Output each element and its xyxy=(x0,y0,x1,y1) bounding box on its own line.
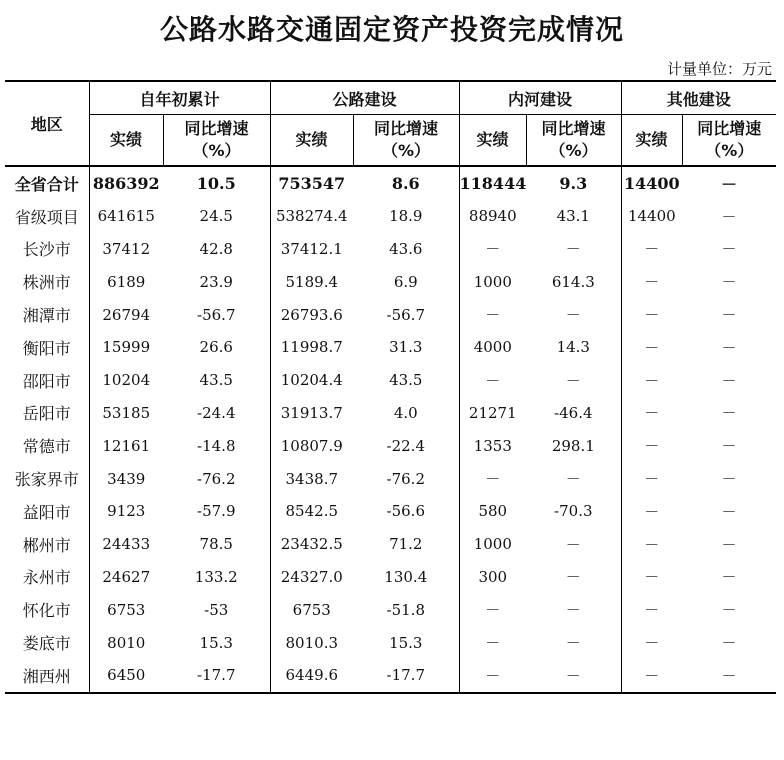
investment-table xyxy=(5,80,776,694)
value-cell: － xyxy=(721,470,737,489)
value-cell: － xyxy=(565,306,581,325)
value-cell: 8010.3 xyxy=(270,626,353,659)
value-cell: 37412.1 xyxy=(270,233,353,266)
region-name-cell: 娄底市 xyxy=(22,634,71,654)
region-name-cell: 长沙市 xyxy=(22,240,71,260)
table-row xyxy=(5,429,776,462)
table-row xyxy=(5,200,776,233)
table-row xyxy=(5,397,776,430)
value-cell: － xyxy=(565,601,581,620)
value-cell: 9.3 xyxy=(526,166,621,200)
value-cell: 78.5 xyxy=(199,535,233,554)
value-cell: -22.4 xyxy=(386,436,425,455)
value-cell: － xyxy=(621,364,682,397)
value-cell: 23.9 xyxy=(199,272,233,291)
value-cell: － xyxy=(459,593,526,626)
value-cell: － xyxy=(621,626,682,659)
value-cell: － xyxy=(621,429,682,462)
value-cell: 71.2 xyxy=(389,535,423,554)
value-cell: 9123 xyxy=(89,495,163,528)
value-cell: 641615 xyxy=(89,200,163,233)
value-cell: － xyxy=(459,659,526,693)
value-cell: 26.6 xyxy=(199,338,233,357)
value-cell: 130.4 xyxy=(384,567,428,586)
table-row xyxy=(5,166,776,200)
value-cell: 15.3 xyxy=(199,633,233,652)
value-cell: － xyxy=(621,397,682,430)
value-cell: 886392 xyxy=(89,166,163,200)
value-cell: － xyxy=(459,462,526,495)
value-cell: 26794 xyxy=(89,298,163,331)
region-name-cell: 益阳市 xyxy=(22,502,71,522)
value-cell: － xyxy=(565,240,581,259)
value-cell: -76.2 xyxy=(386,469,425,488)
value-cell: － xyxy=(721,240,737,259)
value-cell: 133.2 xyxy=(194,567,238,586)
region-name-cell: 邵阳市 xyxy=(22,371,71,391)
region-name-cell: 岳阳市 xyxy=(22,404,71,424)
value-cell: － xyxy=(721,207,737,226)
region-name-cell: 永州市 xyxy=(22,568,71,588)
value-cell: － xyxy=(459,233,526,266)
unit-label: 计量单位：万元 xyxy=(666,60,772,78)
value-cell: 8.6 xyxy=(353,166,459,200)
value-cell: 11998.7 xyxy=(270,331,353,364)
value-cell: － xyxy=(565,371,581,390)
table-row xyxy=(5,561,776,594)
region-name-cell: 全省合计 xyxy=(5,166,89,200)
value-cell: 42.8 xyxy=(199,239,233,258)
header-yoy: 同比增速 （%） xyxy=(163,115,270,167)
value-cell: 10204 xyxy=(89,364,163,397)
value-cell: 753547 xyxy=(270,166,353,200)
value-cell: -56.7 xyxy=(386,305,425,324)
value-cell: 53185 xyxy=(89,397,163,430)
value-cell: － xyxy=(721,535,737,554)
value-cell: 24627 xyxy=(89,561,163,594)
value-cell: 298.1 xyxy=(551,436,595,455)
value-cell: 18.9 xyxy=(389,207,423,226)
header-actual: 实绩 xyxy=(459,115,526,167)
page-title: 公路水路交通固定资产投资完成情况 xyxy=(159,13,624,46)
value-cell: － xyxy=(721,601,737,620)
value-cell: 31913.7 xyxy=(270,397,353,430)
value-cell: 6753 xyxy=(89,593,163,626)
value-cell: 8542.5 xyxy=(270,495,353,528)
header-group-other: 其他建设 xyxy=(621,81,776,115)
table-row xyxy=(5,659,776,693)
value-cell: 12161 xyxy=(89,429,163,462)
value-cell: 10.5 xyxy=(163,166,270,200)
table-row xyxy=(5,462,776,495)
value-cell: 14400 xyxy=(621,200,682,233)
value-cell: 43.1 xyxy=(556,207,590,226)
value-cell: 1353 xyxy=(459,429,526,462)
value-cell: 1000 xyxy=(459,265,526,298)
value-cell: -76.2 xyxy=(197,469,236,488)
value-cell: 6.9 xyxy=(393,272,418,291)
value-cell: 14.3 xyxy=(556,338,590,357)
value-cell: － xyxy=(721,568,737,587)
table-row xyxy=(5,298,776,331)
header-yoy: 同比增速 （%） xyxy=(682,115,776,167)
value-cell: -53 xyxy=(204,600,229,619)
value-cell: 31.3 xyxy=(389,338,423,357)
table-row xyxy=(5,528,776,561)
value-cell: － xyxy=(459,364,526,397)
value-cell: 37412 xyxy=(89,233,163,266)
value-cell: 580 xyxy=(459,495,526,528)
value-cell: － xyxy=(565,634,581,653)
header-actual: 实绩 xyxy=(270,115,353,167)
table-row xyxy=(5,233,776,266)
value-cell: － xyxy=(621,495,682,528)
value-cell: 6189 xyxy=(89,265,163,298)
value-cell: － xyxy=(565,568,581,587)
value-cell: － xyxy=(721,634,737,653)
table-row xyxy=(5,364,776,397)
table-row xyxy=(5,593,776,626)
value-cell: -56.6 xyxy=(386,502,425,521)
table-row xyxy=(5,331,776,364)
value-cell: 43.6 xyxy=(389,239,423,258)
value-cell: － xyxy=(721,273,737,292)
value-cell: 14400 xyxy=(621,166,682,200)
value-cell: － xyxy=(459,298,526,331)
value-cell: 15999 xyxy=(89,331,163,364)
value-cell: 5189.4 xyxy=(270,265,353,298)
value-cell: 15.3 xyxy=(389,633,423,652)
value-cell: － xyxy=(565,535,581,554)
value-cell: － xyxy=(682,659,776,693)
value-cell: -57.9 xyxy=(197,502,236,521)
value-cell: 24433 xyxy=(89,528,163,561)
value-cell: － xyxy=(459,626,526,659)
value-cell: -56.7 xyxy=(197,305,236,324)
header-yoy: 同比增速 （%） xyxy=(353,115,459,167)
table-row xyxy=(5,495,776,528)
table-row xyxy=(5,626,776,659)
header-region: 地区 xyxy=(5,81,89,166)
table-row xyxy=(5,265,776,298)
value-cell: 88940 xyxy=(459,200,526,233)
value-cell: -46.4 xyxy=(554,403,593,422)
value-cell: 6449.6 xyxy=(270,659,353,693)
header-actual: 实绩 xyxy=(89,115,163,167)
value-cell: 538274.4 xyxy=(270,200,353,233)
value-cell: 6450 xyxy=(89,659,163,693)
value-cell: － xyxy=(721,502,737,521)
region-name-cell: 郴州市 xyxy=(22,535,71,555)
value-cell: － xyxy=(621,331,682,364)
header-group-cumulative: 自年初累计 xyxy=(89,81,270,115)
value-cell: － xyxy=(721,306,737,325)
region-name-cell: 湘潭市 xyxy=(22,306,71,326)
value-cell: -17.7 xyxy=(353,659,459,693)
value-cell: 21271 xyxy=(459,397,526,430)
header-actual: 实绩 xyxy=(621,115,682,167)
value-cell: -24.4 xyxy=(197,403,236,422)
value-cell: 43.5 xyxy=(389,371,423,390)
region-name-cell: 常德市 xyxy=(22,437,71,457)
value-cell: 300 xyxy=(459,561,526,594)
value-cell: － xyxy=(621,298,682,331)
value-cell: 118444 xyxy=(459,166,526,200)
value-cell: － xyxy=(621,528,682,561)
value-cell: － xyxy=(621,659,682,693)
value-cell: 26793.6 xyxy=(270,298,353,331)
region-name-cell: 张家界市 xyxy=(14,470,79,490)
header-group-river: 内河建设 xyxy=(459,81,621,115)
value-cell: － xyxy=(621,462,682,495)
value-cell: － xyxy=(721,404,737,423)
value-cell: 10807.9 xyxy=(270,429,353,462)
value-cell: 4.0 xyxy=(393,403,418,422)
value-cell: － xyxy=(721,338,737,357)
value-cell: － xyxy=(621,561,682,594)
value-cell: 1000 xyxy=(459,528,526,561)
region-name-cell: 株洲市 xyxy=(22,273,71,293)
value-cell: 3439 xyxy=(89,462,163,495)
value-cell: -17.7 xyxy=(163,659,270,693)
value-cell: 6753 xyxy=(270,593,353,626)
value-cell: － xyxy=(721,371,737,390)
header-yoy: 同比增速 （%） xyxy=(526,115,621,167)
value-cell: － xyxy=(621,593,682,626)
value-cell: － xyxy=(682,166,776,200)
value-cell: 24.5 xyxy=(199,207,233,226)
header-group-highway: 公路建设 xyxy=(270,81,459,115)
value-cell: 4000 xyxy=(459,331,526,364)
region-name-cell: 怀化市 xyxy=(22,601,71,621)
value-cell: － xyxy=(526,659,621,693)
region-name-cell: 省级项目 xyxy=(14,207,79,227)
region-name-cell: 湘西州 xyxy=(5,659,89,693)
value-cell: － xyxy=(621,233,682,266)
value-cell: 3438.7 xyxy=(270,462,353,495)
value-cell: -51.8 xyxy=(386,600,425,619)
value-cell: 23432.5 xyxy=(270,528,353,561)
value-cell: － xyxy=(565,470,581,489)
region-name-cell: 衡阳市 xyxy=(22,338,71,358)
value-cell: -14.8 xyxy=(197,436,236,455)
value-cell: － xyxy=(721,437,737,456)
value-cell: 43.5 xyxy=(199,371,233,390)
value-cell: 8010 xyxy=(89,626,163,659)
value-cell: 24327.0 xyxy=(270,561,353,594)
value-cell: － xyxy=(621,265,682,298)
value-cell: 614.3 xyxy=(551,272,595,291)
value-cell: 10204.4 xyxy=(270,364,353,397)
value-cell: -70.3 xyxy=(554,502,593,521)
